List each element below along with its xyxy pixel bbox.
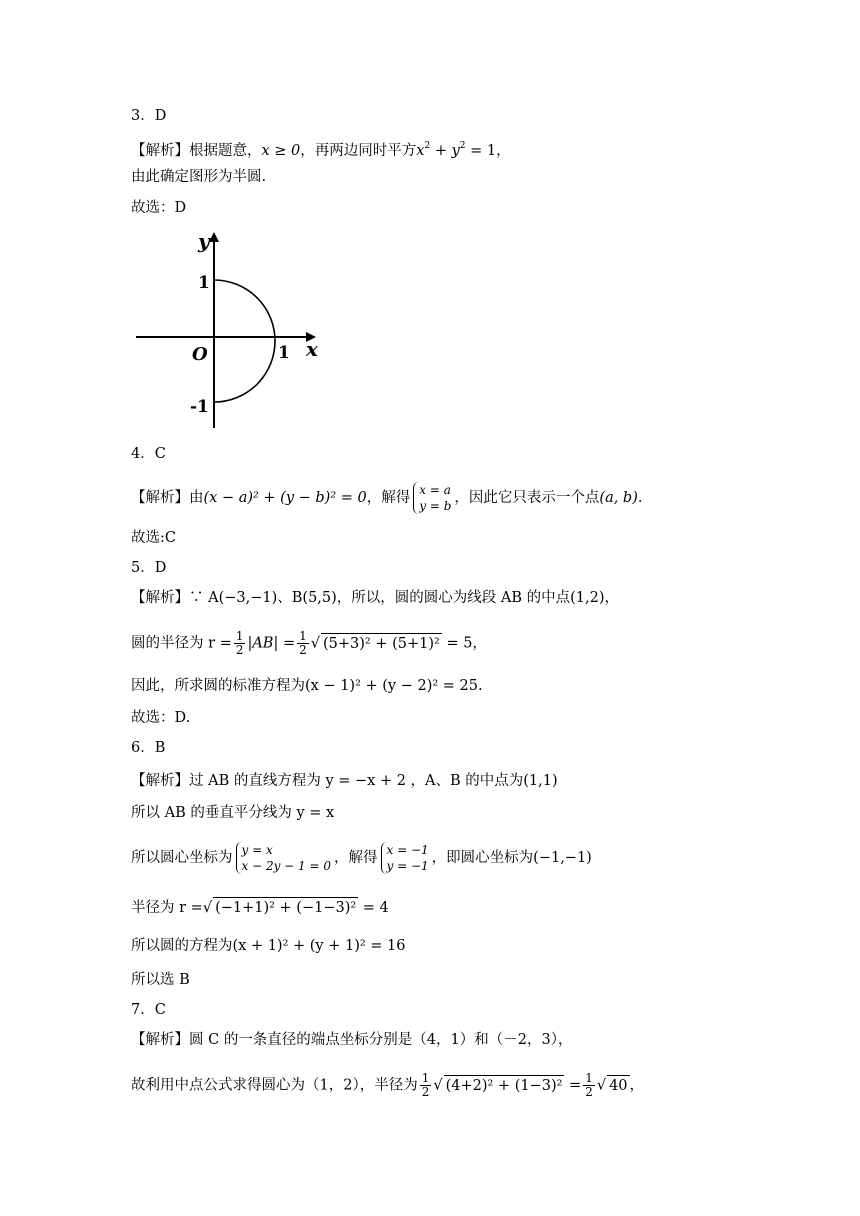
q6-system-row: x − 2y − 1 = 0 [241, 859, 332, 873]
q5-line1-text: ∵ A(−3,−1)、B(5,5)，所以，圆的圆心为线段 AB 的中点(1,2)， [189, 590, 619, 606]
tick-label-top: 1 [198, 273, 210, 293]
q6-radius-pre: 半径为 r = [131, 900, 203, 916]
q7-line2-text: 故利用中点公式求得圆心为（1，2），半径为 [131, 1077, 418, 1094]
q5-radius-pre: 圆的半径为 r = [131, 635, 232, 652]
q6-solution-line-1 [131, 771, 558, 791]
q6-center-result: ，即圆心坐标为(−1,−1) [431, 850, 592, 866]
q3-mid: ，再两边同时平方 [300, 143, 417, 159]
fraction-numerator: 1 [585, 1071, 593, 1085]
x-axis-label: x [306, 337, 318, 361]
q7-solution-line-1 [131, 1030, 572, 1050]
q4-header: 4．C [131, 446, 166, 462]
q7-sqrt-expr: (4+2)² + (1−3)² [444, 1075, 565, 1096]
y-axis-label: y [198, 229, 210, 253]
q7-fraction-2 [583, 1072, 595, 1099]
q4-answer: 故选:C [131, 530, 176, 546]
q6-solution-line-3 [131, 842, 592, 874]
q3-eq-rhs: = 1 [470, 143, 497, 159]
q4-solve: ，解得 [366, 490, 411, 506]
tick-label-bottom: -1 [190, 397, 209, 417]
q4-analysis-tag: 【解析】 [131, 490, 189, 506]
q4-system-row: x = a [419, 483, 451, 497]
q5-sqrt-expr: (5+3)² + (5+1)² [321, 633, 442, 654]
q6-solution-system [381, 842, 429, 874]
q3-end: ， [496, 143, 511, 159]
q3-solution-line-1: 【解析】根据题意，x ≥ 0，再两边同时平方$x^2 + y^2 = 1$， [131, 141, 511, 159]
q3-eq-y: + y [434, 143, 460, 159]
q6-radius-result: = 4 [362, 900, 389, 916]
q4-end: . [637, 490, 643, 506]
q7-line1-text: 圆 C 的一条直径的端点坐标分别是（4，1）和（－2，3）， [189, 1032, 573, 1048]
fraction-numerator: 1 [421, 1071, 430, 1085]
q6-solution-row: y = −1 [386, 859, 429, 873]
q6-solution-line-5: 所以圆的方程为(x + 1)² + (y + 1)² = 16 [131, 938, 406, 954]
q3-solution-line-2: 由此确定图形为半圆. [131, 169, 267, 185]
q7-sqrt-40: 40 [607, 1075, 629, 1096]
q7-solution-line-2: 故利用中点公式求得圆心为（1，2），半径为 $\frac{1}{2}$ √ (4+2)² + (1−3)² = $\frac{1}{2}$ √ 40 ， [131, 1071, 645, 1099]
semicircle-arc [214, 280, 275, 402]
q3-analysis-tag: 【解析】 [131, 143, 189, 159]
fraction-denominator: 2 [235, 643, 244, 657]
q6-analysis-tag: 【解析】 [131, 773, 189, 789]
q7-fraction [420, 1072, 432, 1099]
q6-line1-text: 过 AB 的直线方程为 y = −x + 2 ，A、B 的中点为(1,1) [189, 773, 558, 789]
q6-sqrt-expr: (−1+1)² + (−1−3)² [213, 897, 358, 918]
q3-text: 根据题意， [189, 143, 262, 159]
q5-solution-line-2: 圆的半径为 r = $\frac{1}{2}$ |AB| = $\frac{1}{2}$ √ (5+3)² + (5+1)² = 5， [131, 629, 487, 657]
q5-fraction [234, 630, 246, 657]
q5-solution-line-1 [131, 588, 619, 608]
origin-label: O [192, 344, 208, 365]
q4-equation: (x − a)² + (y − b)² = 0 [203, 490, 367, 506]
tick-label-right: 1 [278, 343, 290, 363]
q5-fraction-2 [297, 630, 309, 657]
q7-equals: = [569, 1077, 582, 1094]
q5-answer: 故选：D. [131, 710, 191, 726]
q7-analysis-tag: 【解析】 [131, 1032, 189, 1048]
semicircle-figure [132, 228, 332, 433]
q3-condition: x ≥ 0 [261, 143, 301, 159]
q6-header: 6．B [131, 740, 166, 756]
q4-pre: 由 [189, 490, 204, 506]
q6-solve: ，解得 [334, 850, 378, 866]
q5-abs-ab: |AB| = [247, 635, 296, 652]
q5-solution-line-3: 因此，所求圆的标准方程为(x − 1)² + (y − 2)² = 25. [131, 678, 483, 694]
q6-solution-row: x = −1 [386, 843, 429, 857]
q3-answer: 故选：D [131, 200, 187, 216]
q6-system-row: y = x [241, 843, 273, 857]
q4-solution-line [131, 482, 642, 514]
q6-solution-line-2: 所以 AB 的垂直平分线为 y = x [131, 805, 335, 821]
q5-header: 5．D [131, 560, 167, 576]
q6-answer: 所以选 B [131, 972, 190, 988]
q6-system [236, 842, 332, 874]
q6-center-pre: 所以圆心坐标为 [131, 850, 233, 866]
fraction-denominator: 2 [299, 643, 307, 657]
q5-radius-result: = 5， [446, 635, 487, 652]
q4-point: (a, b) [599, 490, 638, 506]
fraction-denominator: 2 [585, 1085, 593, 1099]
fraction-denominator: 2 [421, 1085, 430, 1099]
fraction-numerator: 1 [235, 629, 244, 643]
q3-header: 3．D [131, 108, 167, 124]
q7-end: ， [629, 1077, 645, 1094]
q4-post: ，因此它只表示一个点 [454, 490, 600, 506]
q7-header: 7．C [131, 1002, 166, 1018]
q4-system [413, 482, 451, 514]
fraction-numerator: 1 [299, 629, 307, 643]
q5-analysis-tag: 【解析】 [131, 590, 189, 606]
q6-solution-line-4: 半径为 r =√ (−1+1)² + (−1−3)² = 4 [131, 897, 389, 918]
q3-eq-x: x [416, 143, 425, 159]
q4-system-row: y = b [419, 499, 452, 513]
